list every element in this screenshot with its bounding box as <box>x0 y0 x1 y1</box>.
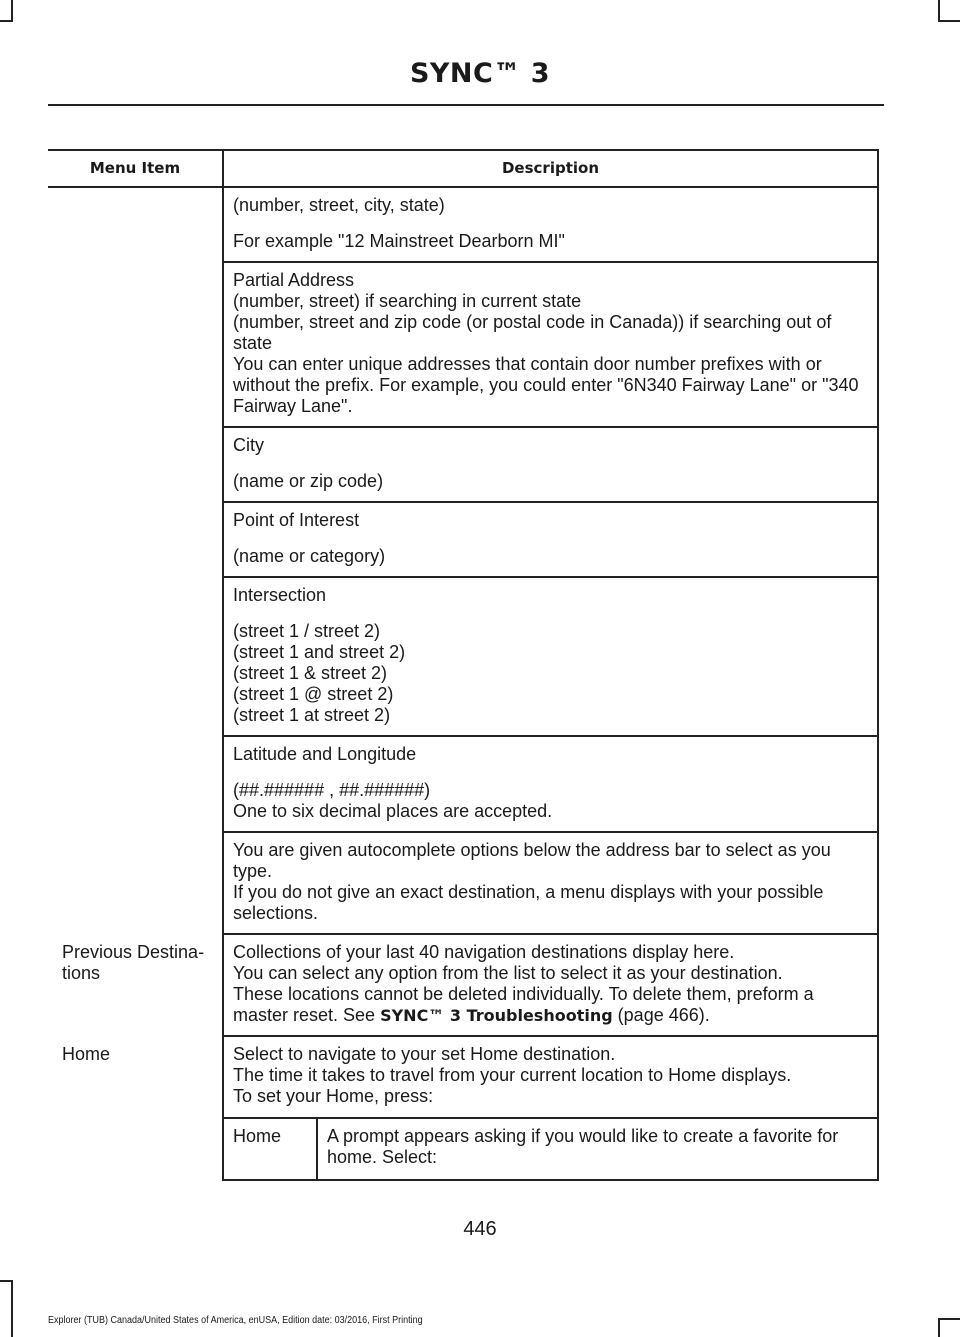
crop-mark-top-left-h <box>0 20 13 22</box>
partial-address-title: Partial Address <box>233 270 355 290</box>
description-cell-autocomplete <box>223 832 878 934</box>
latlong-note: One to six decimal places are accepted. <box>233 801 553 821</box>
nested-home-description: A prompt appears asking if you would like to create a favorite for home. Select: <box>317 1118 877 1180</box>
previous-destinations-line: You can select any option from the list to select it as your destination. <box>233 963 783 983</box>
menu-item-previous-destinations: Previous Destina-tions <box>62 942 205 983</box>
description-cell-intersection <box>223 577 878 736</box>
crop-mark-bottom-left-h <box>0 1280 13 1282</box>
home-line: Select to navigate to your set Home destination. <box>233 1044 616 1064</box>
description-cell-previous-destinations <box>223 934 878 1036</box>
autocomplete-note: If you do not give an exact destination, a menu displays with your possible selections. <box>233 882 824 923</box>
home-nested-table <box>224 1117 877 1181</box>
poi-title: Point of Interest <box>233 510 360 530</box>
latlong-format: (##.###### , ##.######) <box>233 780 431 800</box>
crop-mark-bottom-right-h <box>938 1318 960 1320</box>
crop-mark-top-right-v <box>938 0 940 22</box>
page-title: SYNC™ 3 <box>409 58 551 89</box>
menu-table <box>48 149 879 1181</box>
table-row <box>48 187 878 262</box>
previous-destinations-reset-note <box>233 984 871 1026</box>
autocomplete-note: You are given autocomplete options below the address bar to select as you type. <box>233 840 831 881</box>
city-format: (name or zip code) <box>233 471 384 491</box>
table-row <box>224 1118 877 1180</box>
description-cell-city <box>223 427 878 502</box>
crop-mark-top-right-h <box>938 20 960 22</box>
menu-item-home: Home <box>62 1044 111 1064</box>
description-cell-latlong <box>223 736 878 832</box>
intersection-format: (street 1 & street 2) <box>233 663 388 683</box>
reset-note-text: These locations cannot be deleted individually. To delete them, preform a master reset. See <box>233 984 814 1025</box>
intersection-format: (street 1 at street 2) <box>233 705 391 725</box>
intersection-title: Intersection <box>233 585 327 605</box>
troubleshooting-reference-link[interactable]: SYNC™ 3 Troubleshooting <box>380 1006 613 1025</box>
description-cell-poi <box>223 502 878 577</box>
description-cell-address <box>223 187 878 262</box>
home-line: To set your Home, press: <box>233 1086 434 1106</box>
home-line: The time it takes to travel from your current location to Home displays. <box>233 1065 792 1085</box>
page-reference: (page 466). <box>612 1005 710 1025</box>
table-row <box>48 934 878 1036</box>
footer-edition-info: Explorer (TUB) Canada/United States of America, enUSA, Edition date: 03/2016, First Printing <box>48 1315 423 1326</box>
latlong-title: Latitude and Longitude <box>233 744 417 764</box>
intersection-format: (street 1 and street 2) <box>233 642 406 662</box>
description-cell-partial-address <box>223 262 878 427</box>
table-header-row <box>48 150 878 187</box>
column-header-menu-item: Menu Item <box>48 150 223 187</box>
partial-address-line: (number, street) if searching in current state <box>233 291 582 311</box>
page-number: 446 <box>463 1218 497 1240</box>
partial-address-note: You can enter unique addresses that contain door number prefixes with or without the prefix. For example, you could enter "6N340 Fairway Lane" or "340 Fairway Lane". <box>233 354 859 416</box>
partial-address-line: (number, street and zip code (or postal code in Canada)) if searching out of state <box>233 312 832 353</box>
poi-format: (name or category) <box>233 546 386 566</box>
address-format: (number, street, city, state) <box>233 195 445 215</box>
address-example: For example "12 Mainstreet Dearborn MI" <box>233 231 565 251</box>
description-cell-home <box>223 1036 878 1181</box>
header-divider <box>48 104 884 106</box>
column-header-description: Description <box>223 150 878 187</box>
nested-label-home: Home <box>224 1118 317 1180</box>
table-row <box>48 1036 878 1181</box>
intersection-format: (street 1 / street 2) <box>233 621 381 641</box>
crop-mark-bottom-left-v <box>11 1280 13 1337</box>
previous-destinations-line: Collections of your last 40 navigation destinations display here. <box>233 942 735 962</box>
menu-item-cell-empty <box>48 187 223 934</box>
city-title: City <box>233 435 264 455</box>
crop-mark-bottom-right-v <box>938 1318 940 1337</box>
intersection-format: (street 1 @ street 2) <box>233 684 394 704</box>
crop-mark-top-left-v <box>11 0 13 22</box>
